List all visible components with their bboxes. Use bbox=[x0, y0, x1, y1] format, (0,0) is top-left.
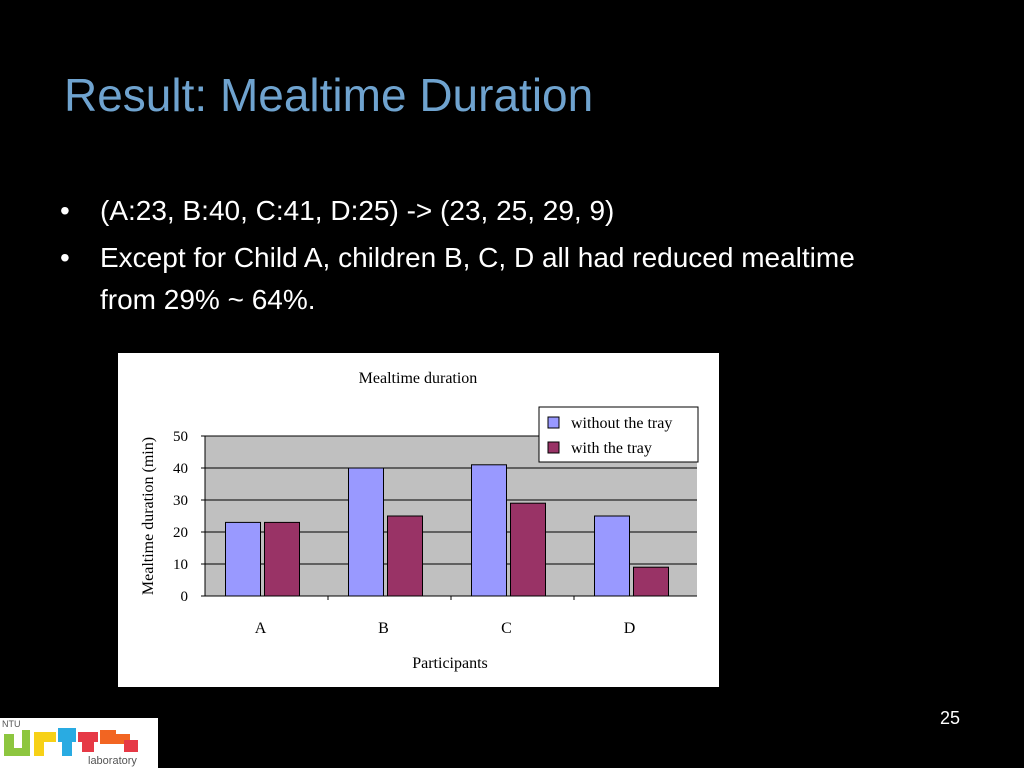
bar-chart bbox=[118, 353, 719, 687]
bullet-marker: • bbox=[60, 242, 70, 273]
bar-c-with-tray bbox=[511, 503, 546, 596]
legend-label: with the tray bbox=[571, 440, 652, 457]
logo-text-top: NTU bbox=[2, 719, 21, 729]
bar-b-with-tray bbox=[388, 516, 423, 596]
bar-d-without-tray bbox=[595, 516, 630, 596]
bullet-item bbox=[60, 237, 900, 321]
bullet-text: Except for Child A, children B, C, D all had reduced mealtime from 29% ~ 64%. bbox=[100, 242, 855, 315]
bar-b-without-tray bbox=[349, 468, 384, 596]
x-axis-label: Participants bbox=[412, 655, 488, 672]
logo-text-bottom: laboratory bbox=[88, 755, 137, 767]
x-tick-label-a: A bbox=[254, 620, 267, 637]
bar-a-without-tray bbox=[226, 522, 261, 596]
y-tick-label: 0 bbox=[180, 589, 188, 605]
bullet-item bbox=[60, 190, 900, 232]
lab-logo bbox=[0, 718, 158, 768]
x-tick-label-d: D bbox=[623, 620, 636, 637]
legend bbox=[539, 407, 698, 462]
bullet-marker: • bbox=[60, 195, 70, 226]
y-axis-label: Mealtime duration (min) bbox=[140, 436, 157, 596]
y-tick-label: 20 bbox=[173, 525, 188, 541]
legend-swatch bbox=[548, 417, 559, 428]
bar-d-with-tray bbox=[634, 567, 669, 596]
legend-swatch bbox=[548, 442, 559, 453]
x-tick-label-b: B bbox=[378, 620, 389, 637]
bar-c-without-tray bbox=[472, 465, 507, 596]
y-tick-label: 10 bbox=[173, 557, 188, 573]
bar-a-with-tray bbox=[265, 522, 300, 596]
y-tick-label: 30 bbox=[173, 493, 188, 509]
page-number: 25 bbox=[940, 708, 961, 728]
bullet-list bbox=[60, 190, 900, 326]
bullet-text: (A:23, B:40, C:41, D:25) -> (23, 25, 29, 9) bbox=[100, 195, 615, 226]
legend-label: without the tray bbox=[571, 415, 673, 432]
chart-container bbox=[118, 353, 719, 687]
chart-title: Mealtime duration bbox=[358, 370, 478, 387]
x-tick-label-c: C bbox=[501, 620, 512, 637]
slide-title: Result: Mealtime Duration bbox=[64, 69, 594, 121]
y-tick-label: 40 bbox=[173, 461, 188, 477]
y-tick-label: 50 bbox=[173, 429, 188, 445]
